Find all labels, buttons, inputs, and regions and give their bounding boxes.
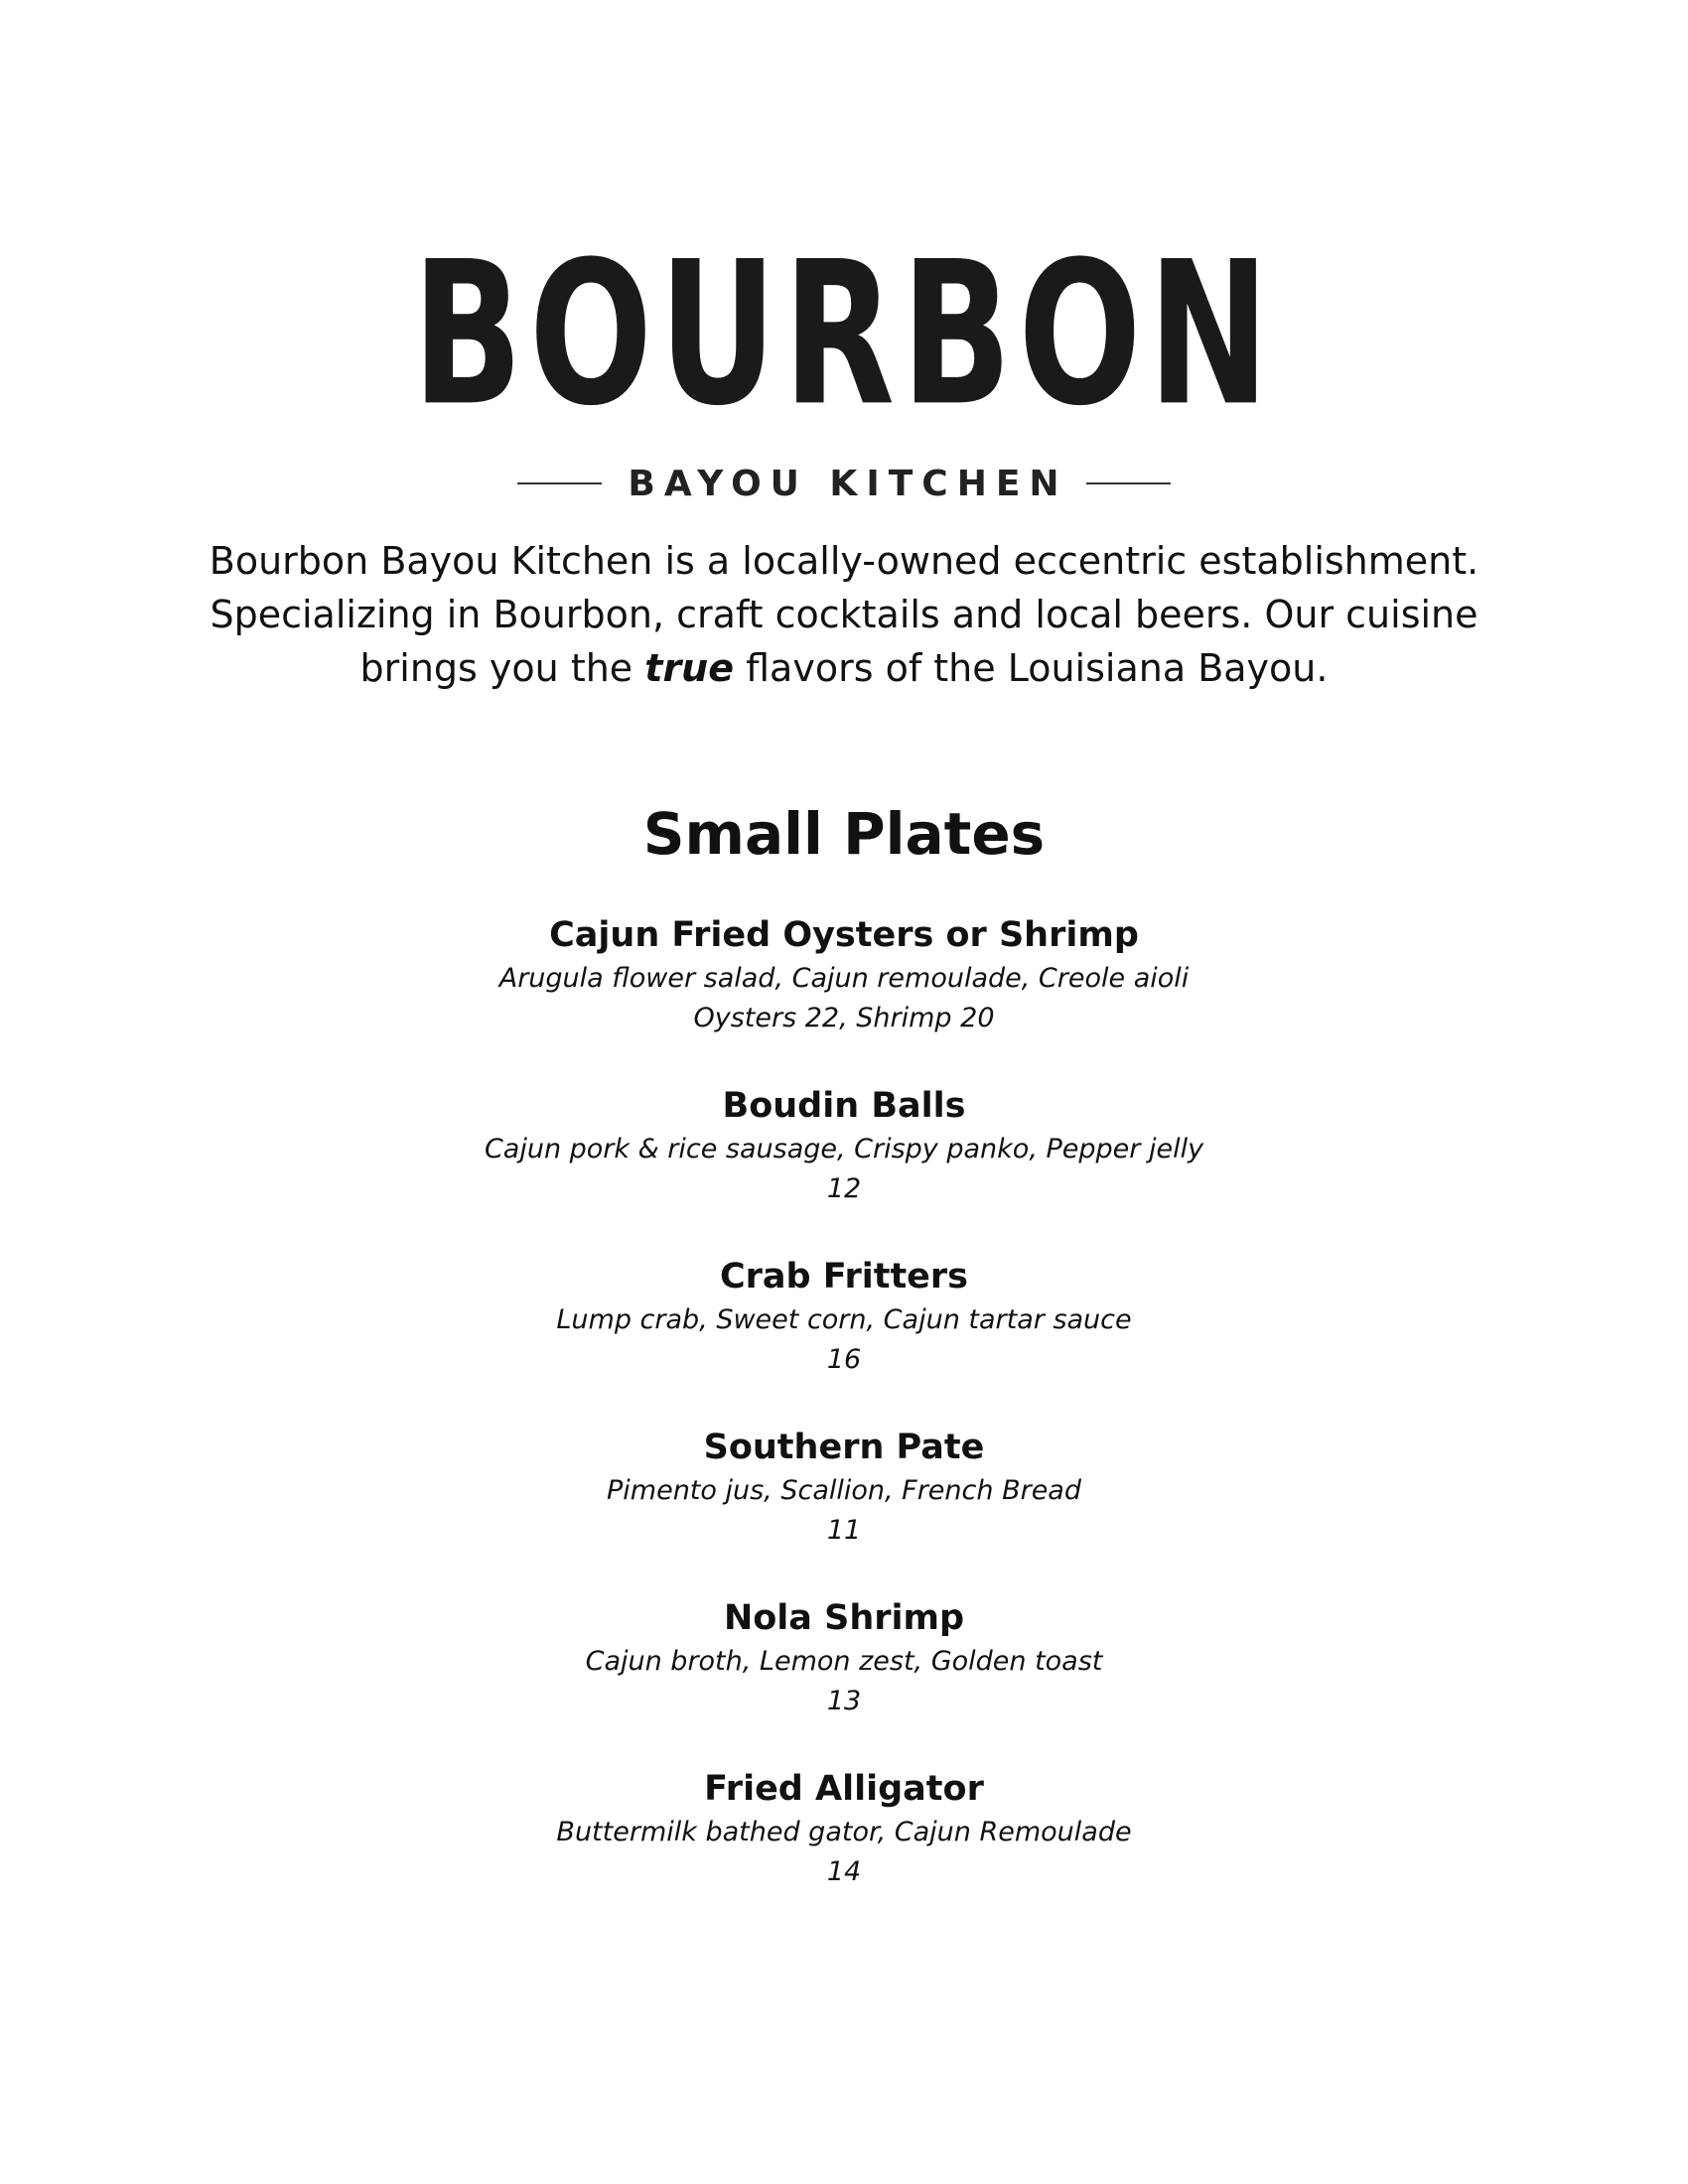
section-title: Small Plates xyxy=(642,800,1046,868)
menu-item-price: Oysters 22, Shrimp 20 xyxy=(693,1003,995,1033)
logo-subtitle-row xyxy=(0,459,1688,508)
intro-line-1: Bourbon Bayou Kitchen is a locally-owned eccentric establishment. xyxy=(209,539,1479,583)
menu-item xyxy=(0,1082,1688,1209)
menu-item-description: Lump crab, Sweet corn, Cajun tartar sauce xyxy=(556,1304,1132,1335)
intro-paragraph xyxy=(149,534,1539,695)
menu-item-name: Crab Fritters xyxy=(719,1257,969,1297)
menu-item-name: Boudin Balls xyxy=(722,1086,966,1126)
menu-item xyxy=(0,1424,1688,1551)
logo-left-rule xyxy=(517,482,602,484)
restaurant-logo xyxy=(0,0,1688,516)
intro-line-3-after: flavors of the Louisiana Bayou. xyxy=(746,646,1329,690)
menu-item-price: 11 xyxy=(826,1515,862,1546)
intro-line-3-before: brings you the xyxy=(359,646,633,690)
menu-item-description: Cajun broth, Lemon zest, Golden toast xyxy=(585,1646,1103,1677)
logo-right-rule xyxy=(1086,482,1171,484)
menu-item-description: Arugula flower salad, Cajun remoulade, Creole aioli xyxy=(498,963,1190,994)
menu-item-name: Nola Shrimp xyxy=(723,1598,965,1638)
menu-item-name: Southern Pate xyxy=(703,1428,985,1467)
menu-item xyxy=(0,1594,1688,1721)
menu-item xyxy=(0,911,1688,1038)
menu-item-name: Cajun Fried Oysters or Shrimp xyxy=(549,915,1139,955)
menu-item-description: Pimento jus, Scallion, French Bread xyxy=(607,1475,1081,1506)
logo-wordmark: BOURBON xyxy=(412,218,1276,450)
menu-item-price: 14 xyxy=(826,1856,862,1887)
intro-line-2: Specializing in Bourbon, craft cocktails and local beers. Our cuisine xyxy=(210,593,1478,636)
menu-item-price: 13 xyxy=(826,1686,862,1716)
menu-item xyxy=(0,1253,1688,1380)
menu-item-description: Cajun pork & rice sausage, Crispy panko, Pepper jelly xyxy=(484,1134,1204,1164)
menu-item xyxy=(0,1765,1688,1892)
menu-items xyxy=(0,911,1688,1936)
menu-item-description: Buttermilk bathed gator, Cajun Remoulade xyxy=(556,1817,1132,1847)
menu-item-name: Fried Alligator xyxy=(704,1769,984,1809)
logo-subtitle: BAYOU KITCHEN xyxy=(628,463,1068,504)
menu-item-price: 12 xyxy=(826,1173,862,1204)
intro-emphasis: true xyxy=(644,646,735,690)
intro-line-3 xyxy=(149,641,1539,695)
menu-item-price: 16 xyxy=(826,1344,862,1375)
